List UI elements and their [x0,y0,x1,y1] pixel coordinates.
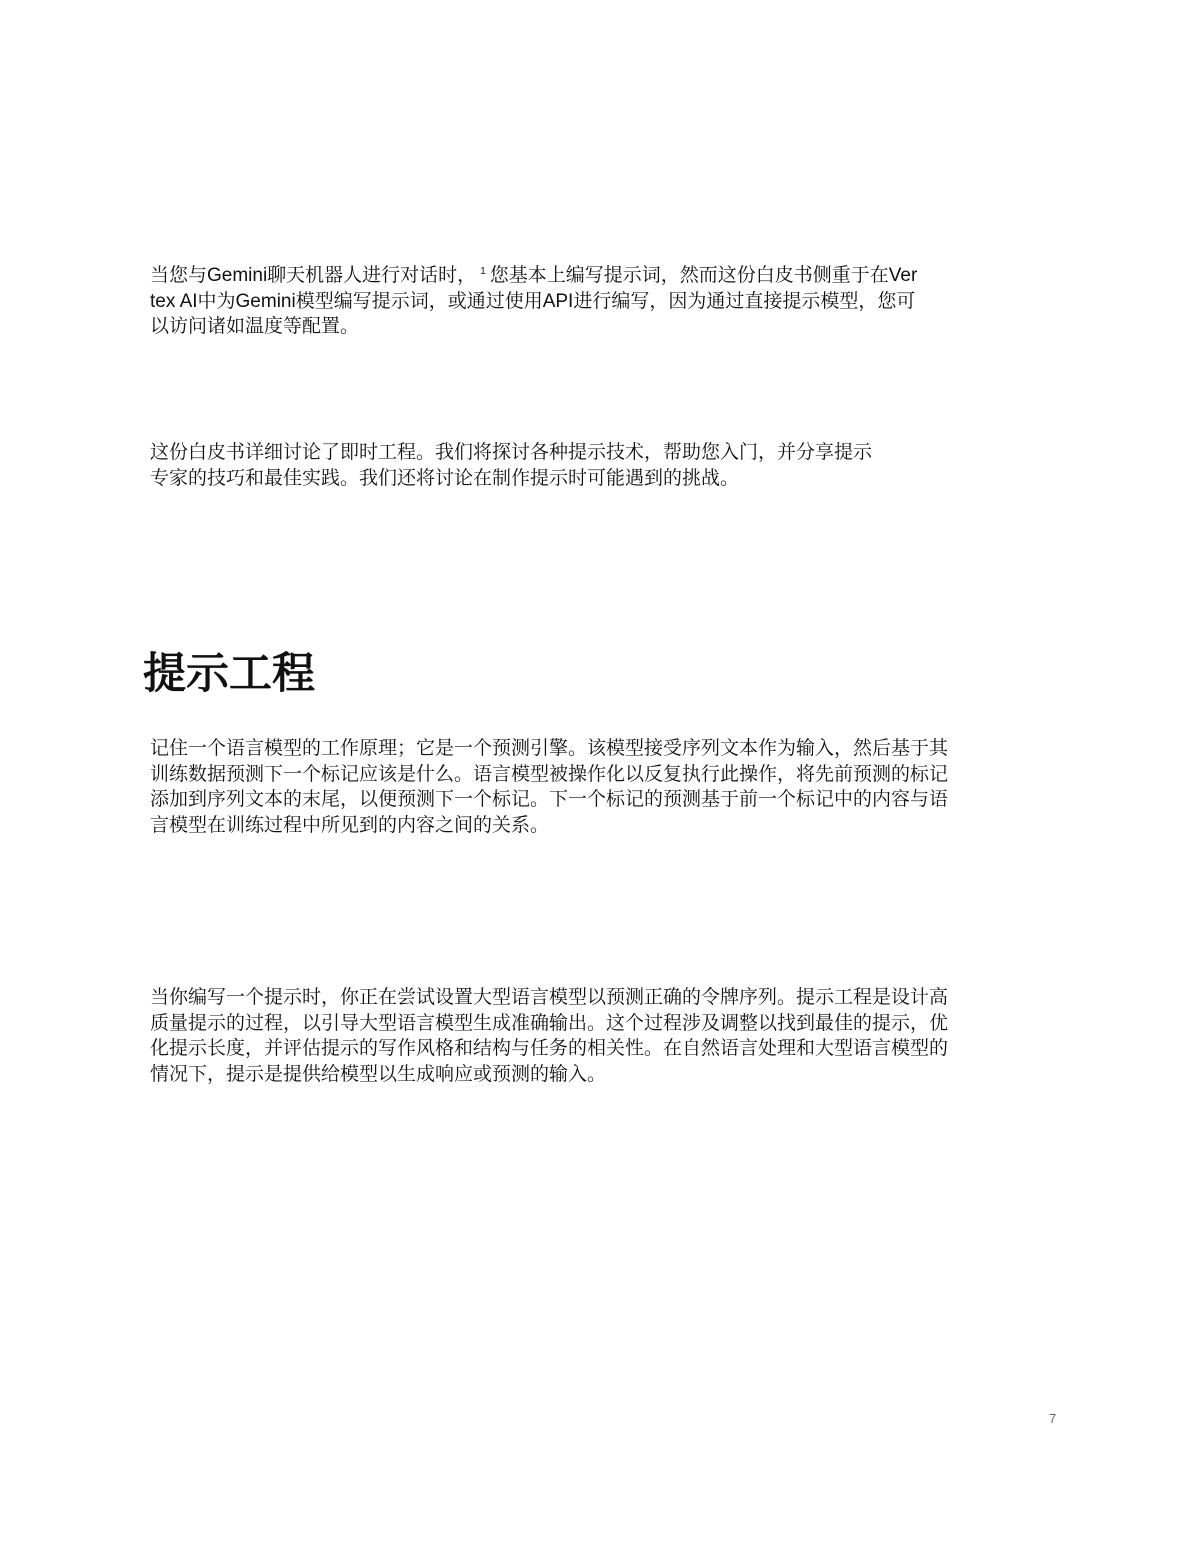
text-line: 言模型在训练过程中所见到的内容之间的关系。 [150,814,550,836]
overview-paragraph [150,440,1070,491]
text-line: 化提示长度，并评估提示的写作风格和结构与任务的相关性。在自然语言处理和大型语言模型的 [150,1038,949,1059]
text-line: 情况下，提示是提供给模型以生成响应或预测的输入。 [150,1063,607,1085]
text-line: 记住一个语言模型的工作原理；它是一个预测引擎。该模型接受序列文本作为输入，然后基于其 [150,738,949,759]
section-paragraph-1 [150,736,1070,838]
footnote-ref[interactable]: 1 [480,266,486,277]
text-span: 您基本上编写提示词，然而这份白皮书侧重于在Ver [489,265,918,286]
text-line: tex AI中为Gemini模型编写提示词，或通过使用API进行编写，因为通过直接提示模型，您可 [150,290,916,312]
text-line: 添加到序列文本的末尾，以便预测下一个标记。下一个标记的预测基于前一个标记中的内容与语 [150,789,949,810]
text-span: 当您与Gemini聊天机器人进行对话时， [150,265,477,286]
intro-paragraph [150,259,1070,340]
text-line: 这份白皮书详细讨论了即时工程。我们将探讨各种提示技术，帮助您入门，并分享提示 [150,442,873,463]
text-line: 专家的技巧和最佳实践。我们还将讨论在制作提示时可能遇到的挑战。 [150,467,740,489]
text-line [150,259,1070,289]
section-paragraph-2 [150,985,1070,1087]
text-line: 当你编写一个提示时，你正在尝试设置大型语言模型以预测正确的令牌序列。提示工程是设计高 [150,987,949,1008]
section-heading: 提示工程 [143,650,315,698]
text-line: 质量提示的过程，以引导大型语言模型生成准确输出。这个过程涉及调整以找到最佳的提示，优 [150,1012,949,1034]
page-number: 7 [1049,1411,1057,1426]
text-line: 以访问诸如温度等配置。 [150,316,360,337]
text-line: 训练数据预测下一个标记应该是什么。语言模型被操作化以反复执行此操作，将先前预测的标记 [150,763,949,785]
